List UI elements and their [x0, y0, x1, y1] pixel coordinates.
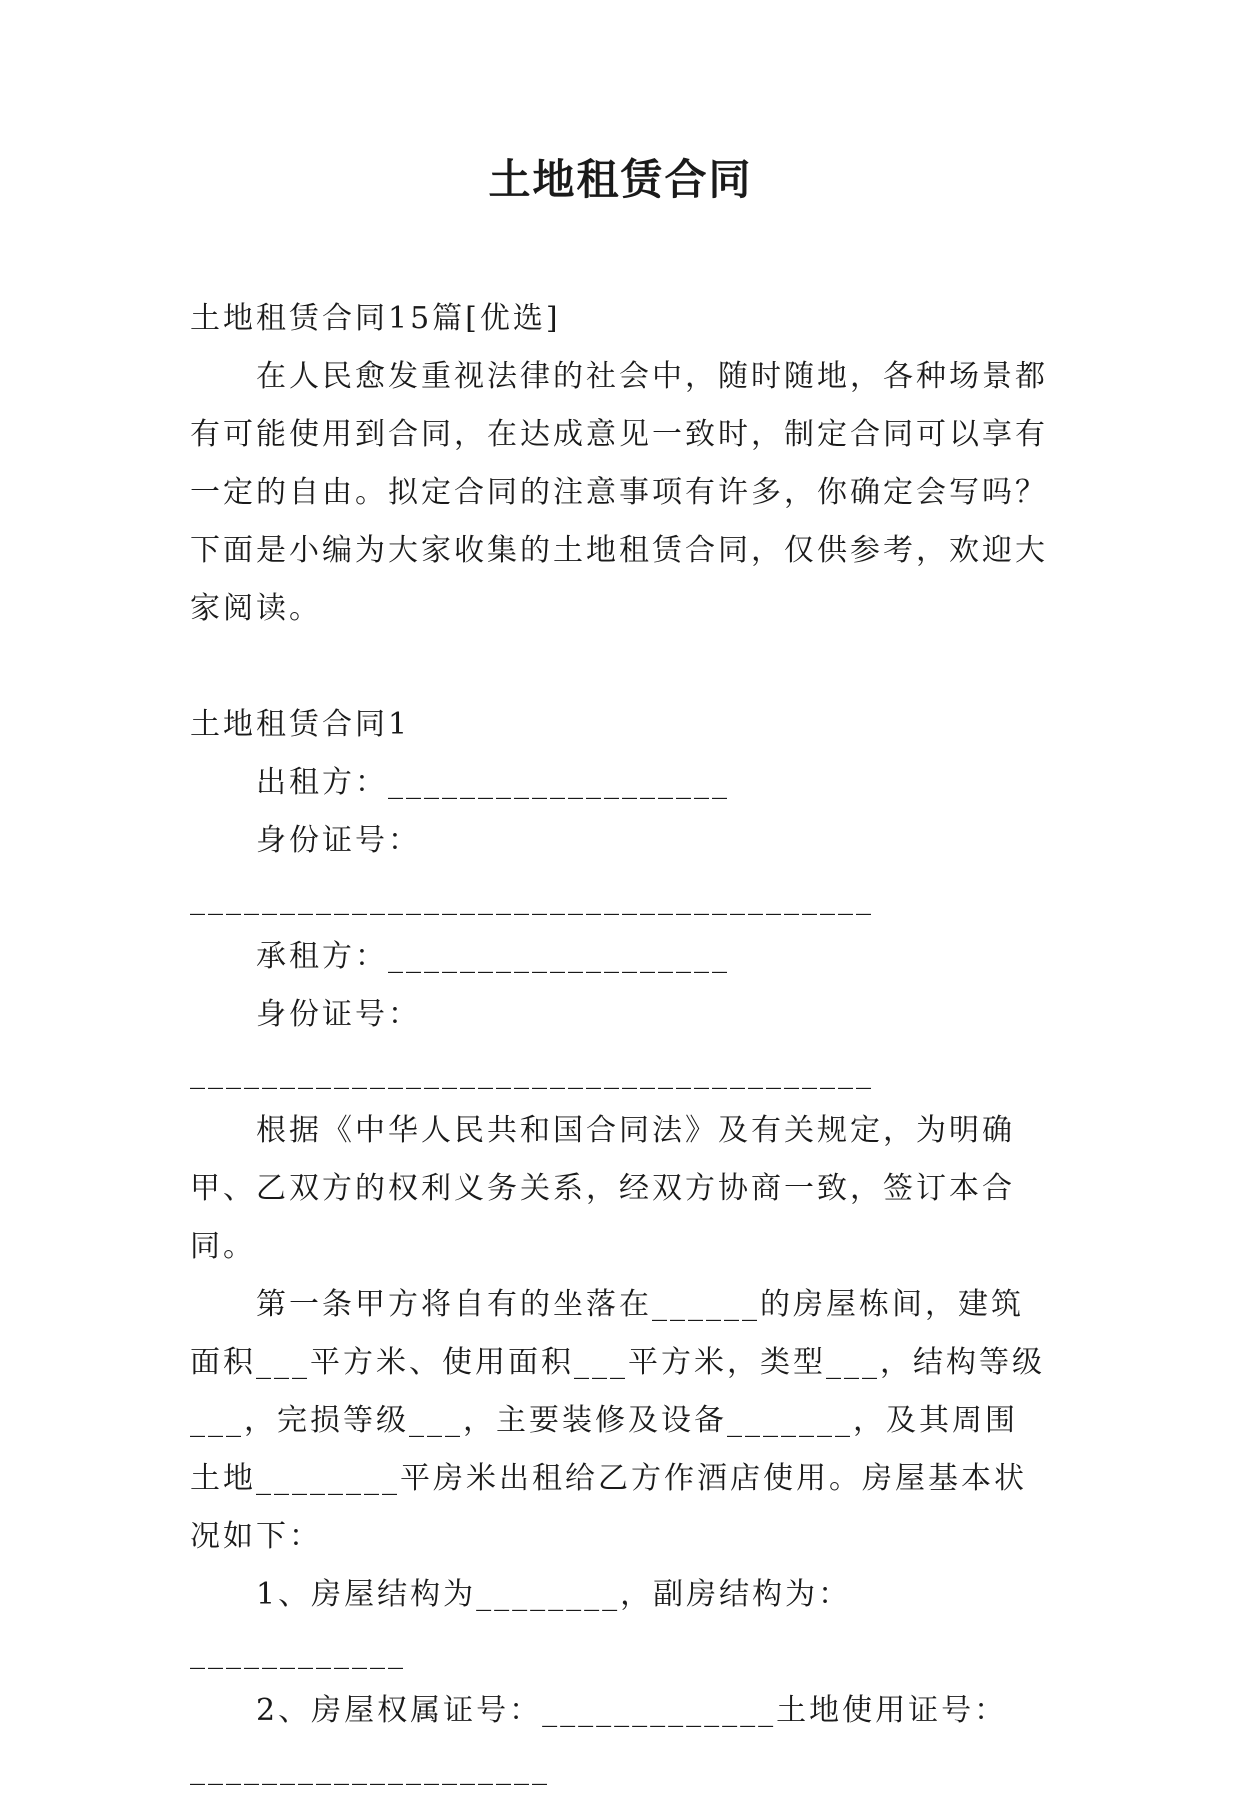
property-certificate-item: 2、房屋权属证号：_____________土地使用证号：: [256, 1693, 1008, 1728]
article-one-paragraph: 第一条甲方将自有的坐落在______的房屋栋间，建筑面积___平方米、使用面积___平方米，类型___，结构等级___，完损等级___，主要装修及设备_______，及其周围土地________平房米出租给乙方作酒店使用。房屋基本状况如下：: [190, 1287, 1045, 1554]
lessor-id-field: 身份证号：______________________________________: [190, 823, 874, 916]
property-certificate-continuation: ____________________: [190, 1751, 550, 1786]
lessor-field: 出租方：___________________: [256, 765, 730, 800]
intro-paragraph: 在人民愈发重视法律的社会中，随时随地，各种场景都有可能使用到合同，在达成意见一致时，制定合同可以享有一定的自由。拟定合同的注意事项有许多，你确定会写吗？下面是小编为大家收集的土地租赁合同，仅供参考，欢迎大家阅读。: [190, 359, 1048, 626]
basis-paragraph: 根据《中华人民共和国合同法》及有关规定，为明确甲、乙双方的权利义务关系，经双方协商一致，签订本合同。: [190, 1113, 1015, 1264]
document-subtitle: 土地租赁合同15篇[优选]: [190, 301, 561, 336]
document-title: 土地租赁合同: [488, 155, 753, 204]
document-body: [190, 290, 1050, 1798]
lessee-field: 承租方：___________________: [256, 939, 730, 974]
house-structure-item: 1、房屋结构为________，副房结构为：____________: [190, 1577, 852, 1670]
section-heading: 土地租赁合同1: [190, 707, 411, 742]
lessee-id-field: 身份证号：______________________________________: [190, 997, 874, 1090]
